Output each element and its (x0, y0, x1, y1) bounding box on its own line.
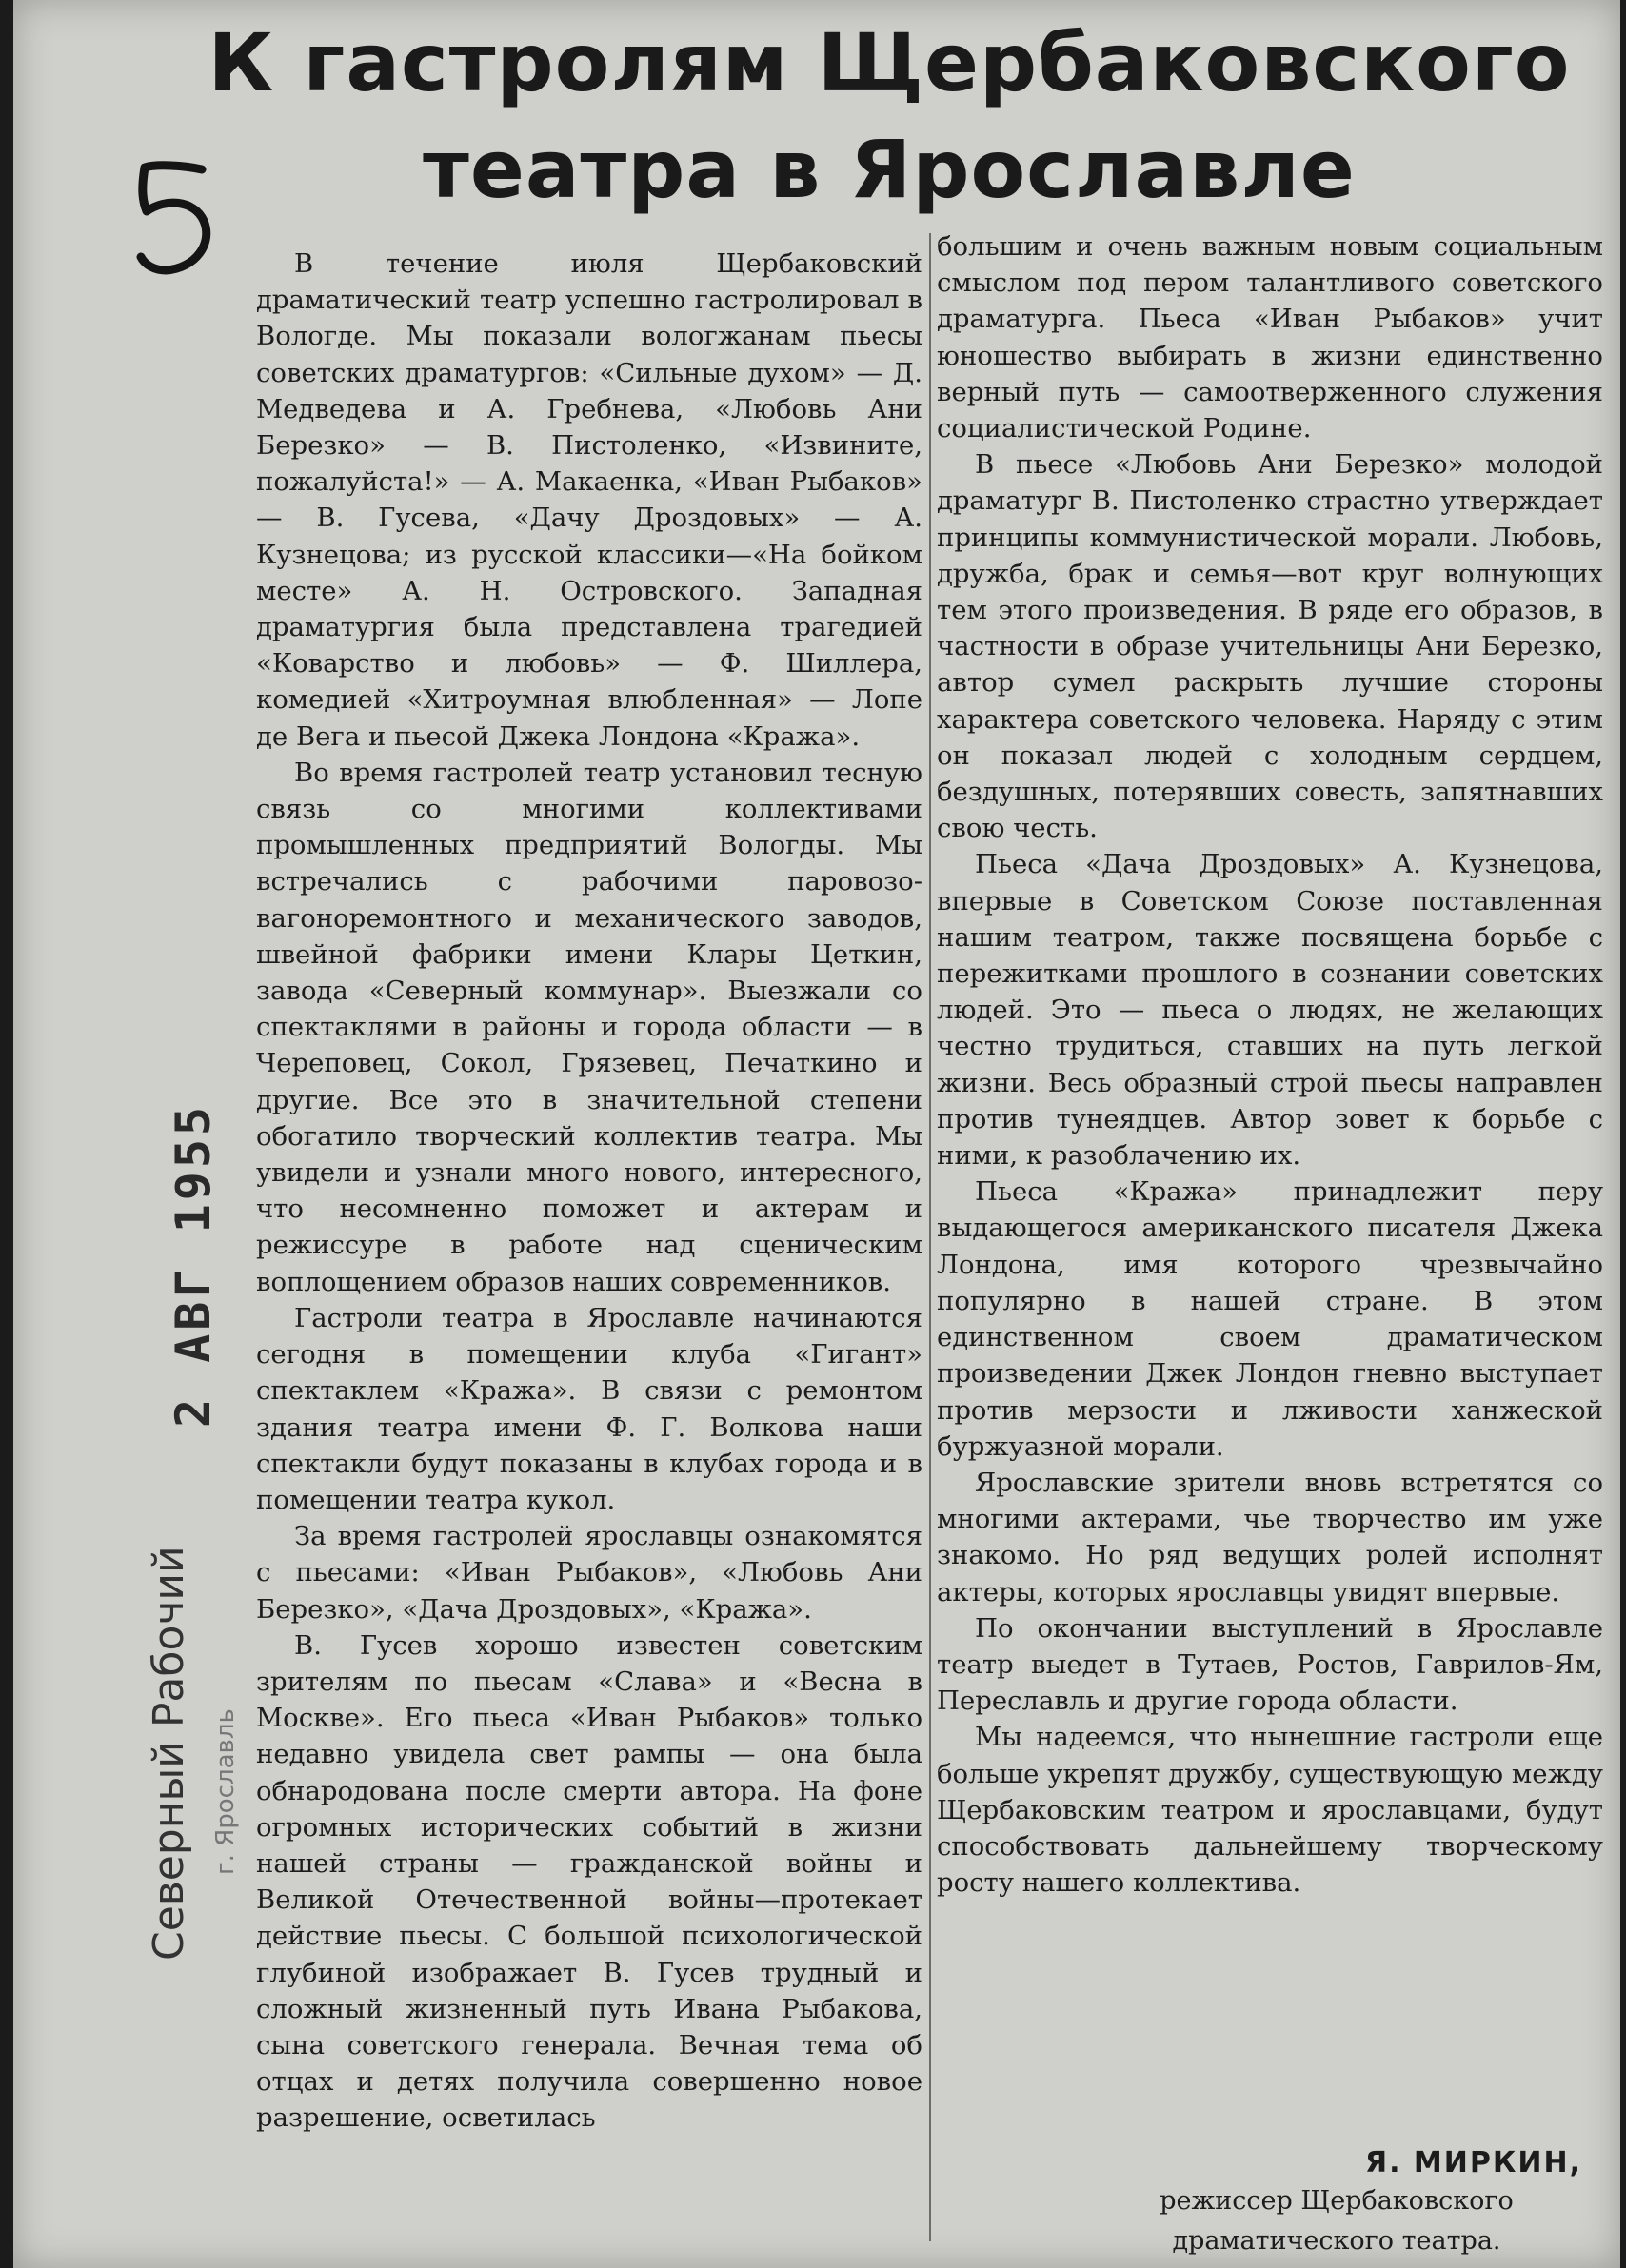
newspaper-name: Северный Рабочий (145, 1546, 193, 1961)
paragraph: Пьеса «Кража» принадлежит перу выдающегося американского писателя Джека Лондона, имя которого чрезвычайно популярно в нашей стране. В этом единственном своем драматическом произведении Джек Лондон гневно выступает против мерзости и лживости ханжеской буржуазной морали. (937, 1176, 1603, 1462)
column-divider (929, 233, 931, 2241)
date-stamp: 2 АВГ 1955 (166, 1102, 221, 1428)
author-signature (965, 2146, 1594, 2259)
paragraph: В пьесе «Любовь Ани Березко» молодой драматург В. Пистоленко страстно утверждает принципы коммунистической морали. Любовь, дружба, брак и семья—вот круг волнующих тем этого произведения. В ряде его образов, в частности в образе учительницы Ани Березко, автор сумел раскрыть лучшие стороны характера советского человека. Наряду с этим он показал людей с холодным сердцем, бездушных, потерявших совесть, запятнавших свою честь. (937, 449, 1603, 844)
author-role-line-1: режиссер Щербаковского (1160, 2186, 1514, 2216)
paragraph: В. Гусев хорошо известен советским зрителям по пьесам «Слава» и «Весна в Москве». Его пьеса «Иван Рыбаков» только недавно увидела свет рампы — она была обнародована после смерти автора. На фоне огромных исторических событий в жизни нашей страны — гражданской войны и Великой Отечественной войны—протекает действие пьесы. С большой психологической глубиной изображает В. Гусев трудный и сложный жизненный путь Ивана Рыбакова, сына советского генерала. Вечная тема об отцах и детях получила совершенно новое разрешение, осветилась (256, 1629, 922, 2134)
paragraph: По окончании выступлений в Ярославле театр выедет в Тутаев, Ростов, Гаврилов-Ям, Переславль и другие города области. (937, 1612, 1603, 1717)
paragraph: Гастроли театра в Ярославле начинаются сегодня в помещении клуба «Гигант» спектаклем «Кража». В связи с ремонтом здания театра имени Ф. Г. Волкова наши спектакли будут показаны в клубах города и в помещении театра кукол. (256, 1302, 922, 1515)
paragraph: В течение июля Щербаковский драматический театр успешно гастролировал в Вологде. Мы показали вологжанам пьесы советских драматургов: «Сильные духом» — Д. Медведева и А. Гребнева, «Любовь Ани Березко» — В. Пистоленко, «Извините, пожалуйста!» — А. Макаенка, «Иван Рыбаков» — В. Гусева, «Дачу Дроздовых» — А. Кузнецова; из русской классики—«На бойком месте» А. Н. Островского. Западная драматургия была представлена трагедией «Коварство и любовь» — Ф. Шиллера, комедией «Хитроумная влюбленная» — Лопе де Вега и пьесой Джека Лондона «Кража». (256, 248, 922, 752)
author-role-line-2: драматического театра. (1172, 2226, 1501, 2256)
article-right-column (937, 228, 1603, 1901)
paragraph-continuation: большим и очень важным новым социальным смыслом под пером талантливого советского драматурга. Пьеса «Иван Рыбаков» учит юношество выбирать в жизни единственно верный путь — самоотверженного служения социалистической Родине. (937, 231, 1603, 444)
paragraph: Ярославские зрители вновь встретятся со многими актерами, чье творчество им уже знакомо. Но ряд ведущих ролей исполнят актеры, которых ярославцы увидят впервые. (937, 1467, 1603, 1607)
article-left-column (256, 246, 922, 2137)
headline-line-1: К гастролям Щербаковского (208, 16, 1571, 109)
paragraph: Мы надеемся, что нынешние гастроли еще больше укрепят дружбу, существующую между Щербаковским театром и ярославцами, будут способствовать дальнейшему творческому росту нашего коллектива. (937, 1722, 1603, 1899)
paragraph: За время гастролей ярославцы ознакомятся с пьесами: «Иван Рыбаков», «Любовь Ани Березко», «Дача Дроздовых», «Кража». (256, 1521, 922, 1625)
headline-line-2: театра в Ярославле (423, 123, 1356, 216)
paragraph: Во время гастролей театр установил тесную связь со многими коллективами промышленных предприятий Вологды. Мы встречались с рабочими паровозо-вагоноремонтного и механического заводов, швейной фабрики имени Клары Цеткин, завода «Северный коммунар». Выезжали со спектаклями в районы и города области — в Череповец, Сокол, Грязевец, Печаткино и другие. Все это в значительной степени обогатило творческий коллектив театра. Мы увидели и узнали много нового, интересного, что несомненно поможет и актерам и режиссуре в работе над сценическим воплощением образов наших современников. (256, 757, 922, 1297)
article-headline (185, 10, 1594, 223)
paragraph: Пьеса «Дача Дроздовых» А. Кузнецова, впервые в Советском Союзе поставленная нашим театром, также посвящена борьбе с пережитками прошлого в сознании советских людей. Это — пьеса о людях, не желающих честно трудиться, ставших на путь легкой жизни. Весь образный строй пьесы направлен против тунеядцев. Автор зовет к борьбе с ними, к разоблачению их. (937, 849, 1603, 1172)
newspaper-clipping (13, 0, 1620, 2268)
handwritten-number-mark (128, 152, 232, 286)
author-name: Я. МИРКИН, (1364, 2146, 1582, 2179)
newspaper-city: г. Ярославль (211, 1708, 240, 1875)
